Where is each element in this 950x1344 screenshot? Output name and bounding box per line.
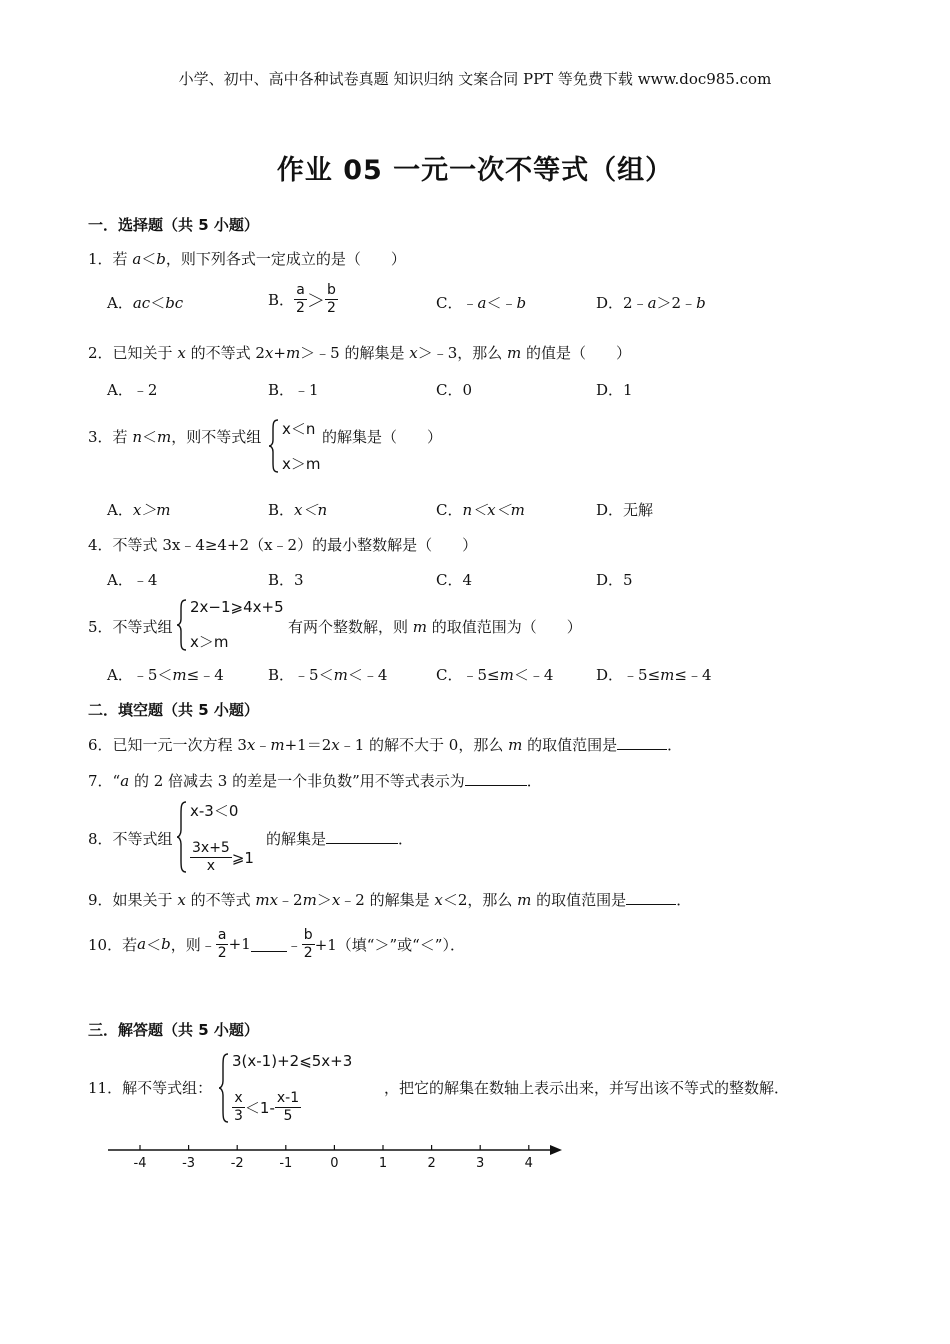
text: 已知关于	[112, 344, 178, 362]
var: x	[246, 736, 256, 754]
answer-blank[interactable]	[326, 829, 398, 844]
text: ＜1-	[244, 1099, 275, 1117]
question-number: 3．	[88, 428, 113, 446]
text: 的解集是	[266, 830, 327, 848]
text: +1	[228, 935, 251, 953]
text: 的不等式 2	[185, 344, 265, 362]
text: ，则﹣	[170, 935, 216, 954]
var: x	[409, 344, 418, 362]
question-number: 2．	[88, 344, 113, 362]
text: ﹣5＜	[294, 666, 334, 684]
var: m	[285, 344, 301, 362]
tick-label: 4	[524, 1156, 533, 1171]
question-5-text	[88, 616, 173, 637]
option-label: A．	[107, 501, 133, 519]
option-4d: D．5	[596, 571, 633, 589]
numerator: a	[217, 926, 227, 943]
var: m	[333, 666, 348, 684]
option-label: B．	[268, 666, 295, 684]
text: ＜﹣4	[513, 666, 554, 684]
var: m	[660, 666, 675, 684]
text: 的不等式	[185, 891, 256, 909]
tick-label: 1	[378, 1156, 388, 1171]
page-header: 小学、初中、高中各种试卷真题 知识归纳 文案合同 PPT 等免费下载 www.doc985.com	[178, 70, 772, 88]
option-5a	[107, 664, 224, 685]
text: ，则下列各式一定成立的是（ ）	[165, 250, 406, 268]
inequality-system-5	[176, 598, 284, 652]
answer-blank[interactable]	[465, 771, 527, 786]
tick-label: -4	[133, 1156, 147, 1171]
var: m	[508, 736, 523, 754]
option-1a	[107, 292, 183, 313]
option-4c: C．4	[436, 571, 473, 589]
system-line-2	[232, 1091, 352, 1124]
var: bc	[165, 294, 184, 312]
inequality-system-8	[176, 800, 254, 874]
question-5-tail	[288, 616, 582, 637]
var: m	[507, 344, 522, 362]
option-label: D．	[596, 294, 624, 312]
question-11-text	[88, 1077, 212, 1098]
option-label: B．	[268, 501, 295, 519]
text: ﹣	[255, 736, 271, 754]
option-2d: D．1	[596, 381, 633, 399]
text: 的取值范围是	[531, 891, 627, 909]
left-brace-icon	[268, 418, 280, 474]
tick-label: 2	[427, 1156, 436, 1171]
option-5c	[436, 664, 553, 685]
inequality-system-11	[218, 1052, 352, 1124]
var: a	[647, 294, 657, 312]
denominator: 2	[303, 944, 313, 961]
text: ﹣2	[278, 891, 303, 909]
text: ﹣	[286, 935, 302, 954]
var: x	[331, 891, 341, 909]
option-1c	[436, 292, 526, 313]
system-line-1: x-3＜0	[190, 802, 239, 820]
system-line-1: 2x−1⩾4x+5	[190, 598, 284, 616]
option-label: C．	[436, 501, 463, 519]
tick-label: 0	[330, 1156, 339, 1171]
text: ＞﹣3，那么	[417, 344, 508, 362]
question-number: 1．	[88, 250, 113, 268]
left-brace-icon	[176, 800, 188, 874]
var: a	[132, 250, 142, 268]
text: 不等式 3x﹣4≥4+2（x﹣2）的最小整数解是（ ）	[112, 536, 478, 554]
option-2a: A．﹣2	[107, 381, 158, 399]
text: 若	[112, 428, 133, 446]
text: ＞	[306, 290, 325, 312]
text: ＜	[142, 428, 158, 446]
text: ＜	[141, 250, 157, 268]
text: 2﹣	[623, 294, 648, 312]
text: 不等式组	[112, 830, 173, 848]
numerator: a	[296, 282, 305, 298]
answer-blank[interactable]	[251, 937, 287, 952]
question-6	[88, 734, 682, 755]
text: ﹣	[462, 294, 478, 312]
question-number: 5．	[88, 618, 113, 636]
option-3c	[436, 499, 525, 520]
fraction	[294, 283, 307, 316]
var: x	[177, 891, 186, 909]
var: m	[412, 618, 428, 636]
option-label: C．	[436, 666, 463, 684]
text: ﹣5＜	[132, 666, 173, 684]
tick-label: -1	[279, 1156, 293, 1171]
denominator: 3	[234, 1108, 243, 1124]
question-number: 6．	[88, 736, 113, 754]
left-brace-icon	[218, 1052, 230, 1124]
answer-blank[interactable]	[626, 890, 676, 905]
question-2	[88, 342, 631, 363]
var: b	[156, 250, 166, 268]
question-1	[88, 248, 406, 269]
text: ⩾1	[231, 848, 254, 867]
question-number: 11．	[88, 1079, 123, 1097]
text: +1（填“＞”或“＜”）．	[314, 935, 465, 954]
question-number: 4．	[88, 536, 113, 554]
denominator: 5	[283, 1108, 293, 1124]
fraction	[275, 1091, 301, 1124]
text: ＞2﹣	[656, 294, 697, 312]
option-text: n＜x＜m	[462, 501, 525, 519]
option-2c: C．0	[436, 381, 473, 399]
text: 的取值范围为（ ）	[427, 618, 582, 636]
var: a	[137, 935, 147, 953]
tick-label: -3	[182, 1156, 196, 1171]
text: ＜	[146, 935, 162, 954]
var: m	[517, 891, 532, 909]
system-line-2: x＞m	[190, 633, 229, 651]
text: ≤﹣4	[674, 666, 712, 684]
system-line-1: x＜n	[282, 420, 316, 438]
var: mx	[255, 891, 279, 909]
option-5b	[268, 664, 387, 685]
text: ，则不等式组	[171, 428, 262, 446]
var: m	[172, 666, 187, 684]
text: ．	[526, 772, 542, 790]
var: x	[331, 736, 340, 754]
var: b	[161, 935, 171, 953]
option-4b: B．3	[268, 571, 304, 589]
numerator: b	[326, 282, 336, 298]
text: ＜﹣4	[347, 666, 388, 684]
text: 不等式组	[112, 618, 173, 636]
system-lines	[190, 598, 284, 652]
text: 解不等式组：	[122, 1079, 213, 1097]
numerator: x	[234, 1090, 243, 1106]
question-3-tail: 的解集是（ ）	[322, 428, 443, 446]
question-4	[88, 534, 477, 555]
left-brace-icon	[176, 598, 188, 652]
text: 的 2 倍减去 3 的差是一个非负数”用不等式表示为	[129, 772, 465, 790]
question-11-tail: ，把它的解集在数轴上表示出来，并写出该不等式的整数解．	[384, 1079, 790, 1097]
question-8-text	[88, 828, 173, 849]
option-label: B．	[268, 291, 295, 309]
denominator: x	[206, 858, 216, 874]
section-heading-solve: 三．解答题（共 5 小题）	[88, 1021, 259, 1039]
var: b	[516, 294, 527, 312]
option-3a	[107, 499, 171, 520]
question-7	[88, 770, 542, 791]
option-label: D．	[596, 666, 624, 684]
text: 若	[112, 250, 133, 268]
var: a	[477, 294, 487, 312]
option-1d	[596, 292, 706, 313]
question-10	[88, 922, 465, 966]
var: m	[499, 666, 514, 684]
var: ac	[132, 294, 151, 312]
denominator: 2	[296, 300, 305, 316]
text: +1＝2	[284, 736, 332, 754]
option-4a: A．﹣4	[107, 571, 158, 589]
fraction	[232, 1091, 245, 1124]
question-8-tail	[266, 828, 413, 849]
section-heading-fill: 二．填空题（共 5 小题）	[88, 701, 259, 719]
text: ﹣1 的解不大于 0，那么	[339, 736, 509, 754]
text: 若	[122, 935, 138, 954]
text: ＜﹣	[486, 294, 517, 312]
text: ．	[676, 891, 692, 909]
arrow-right-icon	[550, 1145, 562, 1155]
system-line-2: x＞m	[282, 455, 321, 473]
text: 的值是（ ）	[521, 344, 632, 362]
numerator: 3x+5	[192, 840, 230, 856]
text: +	[273, 344, 286, 362]
numerator: b	[303, 926, 313, 943]
text: 已知一元一次方程 3	[112, 736, 247, 754]
fraction	[190, 841, 232, 874]
text: ＞	[316, 891, 332, 909]
numerator: x-1	[276, 1090, 300, 1106]
number-line[interactable]	[104, 1136, 574, 1176]
text: ＜2，那么	[442, 891, 518, 909]
var: n	[132, 428, 142, 446]
option-label: A．	[107, 666, 133, 684]
fraction	[216, 928, 229, 961]
var: x	[434, 891, 443, 909]
fraction	[302, 928, 315, 961]
text: “	[112, 772, 121, 790]
question-3-text	[88, 426, 261, 447]
option-2b: B．﹣1	[268, 381, 319, 399]
page-title: 作业 05 一元一次不等式（组）	[276, 155, 674, 186]
denominator: 2	[326, 300, 336, 316]
option-text: x＞m	[132, 501, 171, 519]
tick-label: -2	[230, 1156, 244, 1171]
text: ≤﹣4	[186, 666, 224, 684]
text: ﹣5≤	[623, 666, 661, 684]
var: m	[270, 736, 285, 754]
question-9	[88, 889, 691, 910]
text: 有两个整数解，则	[288, 618, 413, 636]
option-3d: D．无解	[596, 501, 654, 519]
text: ＜	[150, 294, 166, 312]
inequality-system-3	[268, 418, 321, 474]
number-line-ticks	[134, 1145, 533, 1171]
text: ．	[667, 736, 683, 754]
tick-label: 3	[476, 1156, 485, 1171]
fraction	[325, 283, 338, 316]
option-label: C．	[436, 294, 463, 312]
option-1b	[268, 283, 338, 316]
var: a	[120, 772, 130, 790]
question-number: 10．	[88, 935, 123, 954]
denominator: 2	[217, 944, 227, 961]
option-label: A．	[107, 294, 133, 312]
text: ﹣2 的解集是	[340, 891, 435, 909]
question-number: 9．	[88, 891, 113, 909]
answer-blank[interactable]	[617, 735, 667, 750]
section-heading-choice: 一．选择题（共 5 小题）	[88, 216, 259, 234]
question-number: 8．	[88, 830, 113, 848]
var: b	[696, 294, 706, 312]
var: m	[302, 891, 317, 909]
system-lines	[190, 800, 254, 874]
option-5d	[596, 664, 712, 685]
text: 的取值范围是	[522, 736, 618, 754]
text: ．	[398, 830, 414, 848]
option-text: x＜n	[294, 501, 328, 519]
var: x	[264, 344, 274, 362]
var: x	[177, 344, 186, 362]
question-number: 7．	[88, 772, 113, 790]
text: ＞﹣5 的解集是	[300, 344, 410, 362]
system-lines	[282, 418, 321, 474]
text: ﹣5≤	[462, 666, 500, 684]
system-lines	[232, 1052, 352, 1124]
system-line-1: 3(x-1)+2⩽5x+3	[232, 1052, 353, 1070]
option-3b	[268, 499, 327, 520]
var: m	[157, 428, 172, 446]
system-line-2	[190, 841, 254, 874]
text: 如果关于	[112, 891, 178, 909]
